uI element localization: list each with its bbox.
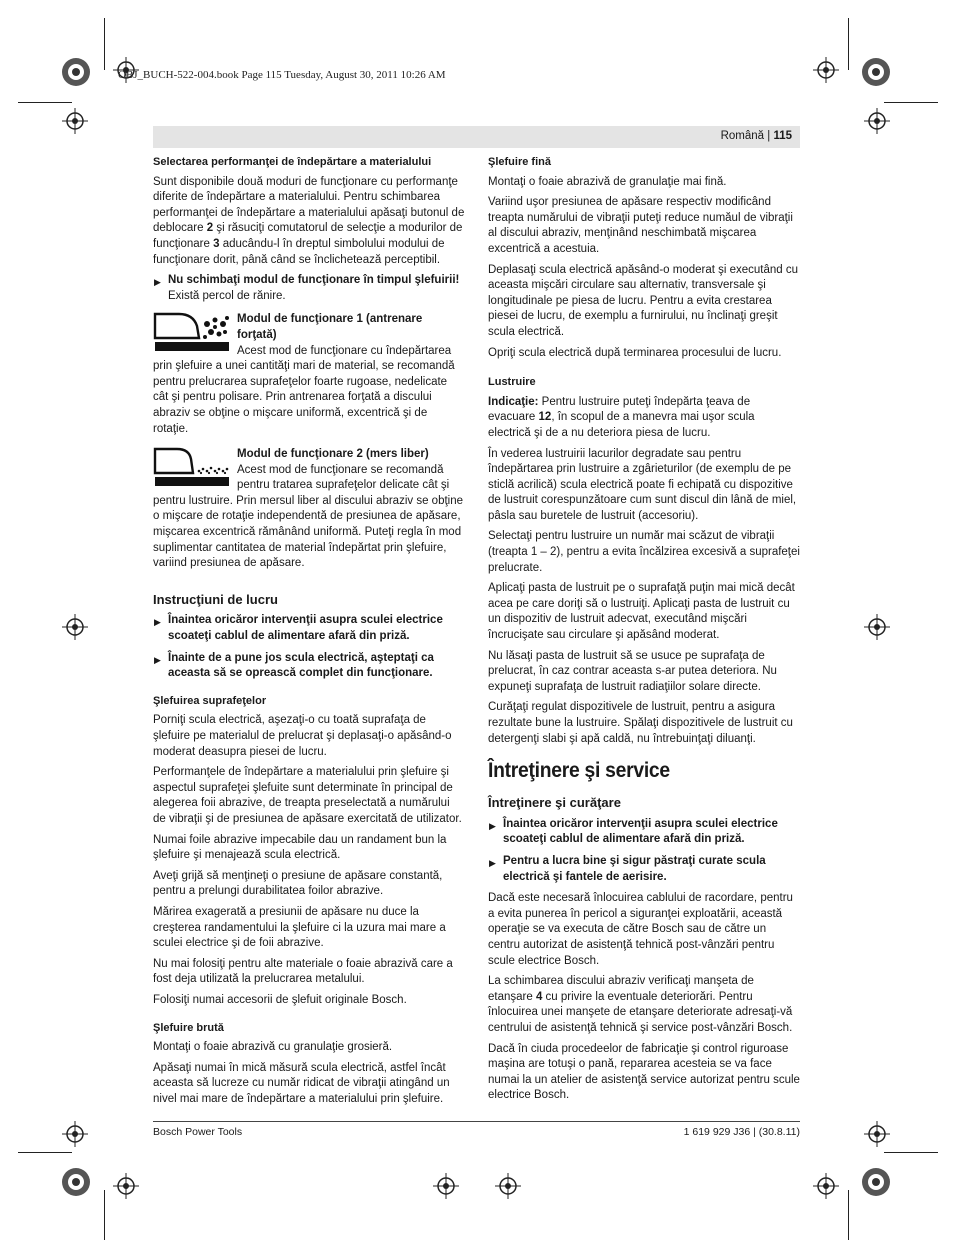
crosshair-icon: [62, 108, 88, 134]
header-separator: |: [764, 130, 774, 142]
print-slug: OBJ_BUCH-522-004.book Page 115 Tuesday, August 30, 2011 10:26 AM: [118, 69, 446, 81]
paragraph: Apăsaţi numai în mică măsură scula electrică, astfel încât aceasta să lucreze cu număr ridicat de vibraţii atingând un nivel mai mare de îndepărtare a materialului prin şlefuire.: [153, 1061, 450, 1105]
crosshair-icon: [113, 1173, 139, 1199]
mode-1-block: [153, 312, 465, 437]
free-wheel-mode-icon: [153, 447, 231, 489]
registration-target-icon: [860, 56, 892, 88]
mode-2-block: [153, 447, 465, 572]
paragraph: Porniţi scula electrică, aşezaţi-o cu toată suprafaţa de şlefuire pe materialul de prelucrat şi deplasaţi-o apăsând-o moderat deasupra piesei de lucru.: [153, 714, 452, 758]
paragraph: Dacă este necesară înlocuirea cablului de racordare, pentru a evita punerea în pericol a siguranţei exploatării, această operaţie se va executa de către Bosch sau de către un centru autorizat de asistenţă tehnică post-vânzări pentru scule electrice Bosch.: [488, 892, 793, 967]
crop-mark: [884, 1152, 938, 1153]
warning-bullet: ▶ Nu schimbaţi modul de funcţionare în timpul şlefuirii! Există percol de rănire.: [154, 274, 460, 302]
footer-left: Bosch Power Tools: [153, 1126, 243, 1138]
chapter-title: Întreţinere şi service: [488, 759, 670, 783]
paragraph: Mărirea exagerată a presiunii de apăsare nu duce la creşterea randamentului la şlefuire ci la uzura mai mare a sculei electrice şi de foii abrazive.: [153, 905, 446, 950]
bullet-arrow-icon: ▶: [154, 617, 161, 628]
crop-mark: [104, 18, 105, 70]
warning-bullet: ▶ Înaintea oricăror intervenţii asupra sculei electrice scoateţi cablul de alimentare afară din priză.: [154, 614, 443, 643]
section-heading: Selectarea performanţei de îndepărtare a materialului: [153, 156, 432, 168]
paragraph: Opriţi scula electrică după terminarea procesului de lucru.: [488, 346, 782, 359]
paragraph: Variind uşor presiunea de apăsare respectiv modificând treapta numărului de vibraţii puteţi reduce număul de vibraţii al discului abraziv, menţinând neschimbată mişcarea excentrică a acestuia.: [488, 196, 793, 255]
paragraph: În vederea lustruirii lacurilor degradate sau pentru îndepărtarea prin lustruire a zgârieturilor (de exemplu de pe sticlă acrilică) scula electrică poate fi echipată cu dispozitive de lustruit corespunzătoare cum sunt discul din lână de miel, pâsla sau buretele de lustruit (accesoriu).: [488, 447, 797, 522]
warning-bullet: ▶ Pentru a lucra bine şi sigur păstraţi curate scula electrică şi fantele de aerisire.: [489, 854, 766, 883]
bullet-arrow-icon: ▶: [154, 277, 161, 288]
crosshair-icon: [864, 614, 890, 640]
footer-rule: [153, 1121, 800, 1122]
paragraph: Numai foile abrazive impecabile dau un randament bun la şlefuire şi menajează scula electrică.: [153, 833, 447, 862]
crop-mark: [104, 1190, 105, 1240]
paragraph: Nu mai folosiţi pentru alte materiale o foaie abrazivă care a fost deja utilizată la prelucrarea metalului.: [153, 957, 453, 986]
crosshair-icon: [433, 1173, 459, 1199]
warning-bullet: ▶ Înaintea oricăror intervenţii asupra sculei electrice scoateţi cablul de alimentare afară din priză.: [489, 817, 778, 846]
footer-right: 1 619 929 J36 | (30.8.11): [683, 1126, 800, 1138]
paragraph: Nu lăsaţi pasta de lustruit să se usuce pe suprafaţa de prelucrat, în caz contrar aceasta s-ar putea deteriora. Nu expuneţi suprafaţa de lustruit radiaţiilor solare directe.: [488, 649, 777, 693]
mode-1-text: Acest mod de funcţionare cu îndepărtarea prin şlefuire a unei cantităţi mari de material, se recomandă pentru prelucrarea suprafeţelor foarte rugoase, nedelicate cât şi pentru polisare. Prin antrenarea forţată a discului abraziv se obţine o mişcare uniformă, excentrică şi de rotaţie.: [153, 344, 455, 435]
crosshair-icon: [62, 614, 88, 640]
subsection-heading: Şlefuire fină: [488, 156, 551, 168]
subsection-heading: Şlefuirea suprafeţelor: [153, 694, 267, 707]
left-column: [153, 155, 465, 1112]
bullet-arrow-icon: ▶: [489, 820, 496, 831]
subsection-heading: Şlefuire brută: [153, 1021, 224, 1034]
crop-mark: [18, 102, 72, 103]
page-number: 115: [773, 130, 792, 142]
mode-2-title: Modul de funcţionare 2 (mers liber): [237, 448, 429, 461]
paragraph: La schimbarea discului abraziv verificaţi manşeta de etanşare 4 cu privire la eventuale deteriorări. Pentru înlocuirea unei manşete de etanşare deteriorate adresaţi-vă centrului de asistenţă tehnică şi service post-vânzări Bosch.: [488, 975, 793, 1034]
page-header: [153, 126, 800, 148]
paragraph: Aplicaţi pasta de lustruit pe o suprafaţă puţin mai mică decât acea pe care doriţi să o lustruiţi. Aplicaţi pasta de lustruit cu un dispozitiv de lustruit adecvat, executând mişcări încrucişate sau circulare şi apăsând moderat.: [488, 582, 795, 642]
crosshair-icon: [813, 57, 839, 83]
subsection-heading: Lustruire: [488, 376, 536, 389]
paragraph: Performanţele de îndepărtare a materialului prin şlefuire şi aspectul suprafeţei şlefuite sunt determinate în principal de alegerea foii abrazive, de treapta preselectată a numărului de vibraţii şi de presiunea de apăsare exercitată de utilizator.: [153, 766, 462, 825]
crop-mark: [848, 1190, 849, 1240]
crosshair-icon: [495, 1173, 521, 1199]
header-language: [721, 130, 792, 142]
note-paragraph: Indicaţie: Pentru lustruire puteţi îndepărta ţeava de evacuare 12, în scopul de a manevra mai uşor scula electrică şi de a nu deteriora piesa de lucru.: [488, 395, 755, 439]
section-heading: Întreţinere şi curăţare: [488, 795, 621, 811]
bullet-arrow-icon: ▶: [154, 654, 161, 665]
paragraph: Aveţi grijă să menţineţi o presiune de apăsare constantă, pentru a prelungi durabilitatea foilor abrazive.: [153, 869, 443, 898]
section-heading: Instrucţiuni de lucru: [153, 591, 278, 607]
crop-mark: [848, 18, 849, 70]
registration-target-icon: [860, 1166, 892, 1198]
paragraph: Selectaţi pentru lustruire un număr mai scăzut de vibraţii (treapta 1 – 2), pentru a evita încălzirea excesivă a suprafeţei prelucrate.: [488, 530, 800, 574]
crosshair-icon: [813, 1173, 839, 1199]
bullet-arrow-icon: ▶: [489, 857, 496, 868]
registration-target-icon: [60, 56, 92, 88]
language-label: Română: [720, 130, 765, 142]
crop-mark: [884, 102, 938, 103]
paragraph: Folosiţi numai accesorii de şlefuit originale Bosch.: [153, 993, 407, 1006]
crosshair-icon: [864, 108, 890, 134]
paragraph: Montaţi o foaie abrazivă de granulaţie mai fină.: [488, 175, 727, 188]
paragraph: Montaţi o foaie abrazivă cu granulaţie grosieră.: [153, 1041, 393, 1054]
paragraph: Curăţaţi regulat dispozitivele de lustruit, pentru a asigura rezultate bune la lustruire. Spălaţi dispozitivele de lustruit cu detergenţi slabi şi apă caldă, nu întrebuinţaţi diluanţi.: [488, 701, 793, 745]
crop-mark: [18, 1152, 72, 1153]
forced-drive-mode-icon: [153, 312, 231, 354]
registration-target-icon: [60, 1166, 92, 1198]
mode-1-title: Modul de funcţionare 1 (antrenare forţată): [237, 313, 423, 341]
crosshair-icon: [62, 1121, 88, 1147]
paragraph: Sunt disponibile două moduri de funcţionare cu performanţe diferite de îndepărtare a materialului. Pentru schimbarea performanţei de îndepărtare a materialului apăsaţi butonul de deblocare 2 şi răsuciţi comutatorul de selecţie a modurilor de funcţionare 3 aducându-l în dreptul simbolului modului de funcţionare dorit, până când se înclichetează perceptibil.: [153, 175, 465, 266]
right-column: [488, 155, 800, 1109]
crosshair-icon: [864, 1121, 890, 1147]
warning-bullet: ▶ Înainte de a pune jos scula electrică, aşteptaţi ca aceasta să se oprească complet din funcţionare.: [154, 651, 434, 680]
mode-2-text: Acest mod de funcţionare se recomandă pentru tratarea suprafeţelor delicate cât şi pentru lustruire. Prin mersul liber al discului abraziv se obţine o mişcare de rotaţie independentă de presiunea de apăsare, mişcarea excentrică rămânând uniformă. Puteţi regla în mod suplimentar cantitatea de material îndepărtat prin şlefuire, variind presiunea de apăsare.: [153, 463, 464, 570]
paragraph: Dacă în ciuda procedeelor de fabricaţie şi control riguroase maşina are totuşi o pană, repararea acesteia se va face numai la un atelier de asistenţă service autorizat pentru scule electrice Bosch.: [488, 1042, 800, 1102]
paragraph: Deplasaţi scula electrică apăsând-o moderat şi executând cu aceasta mişcări circulare sau alternativ, transversale şi longitudinale pe piesa de lucru. Pentru a evita crestarea piesei de lucru, de exemplu a furnirului, nu înclinaţi greşit scula electrică.: [488, 263, 799, 338]
